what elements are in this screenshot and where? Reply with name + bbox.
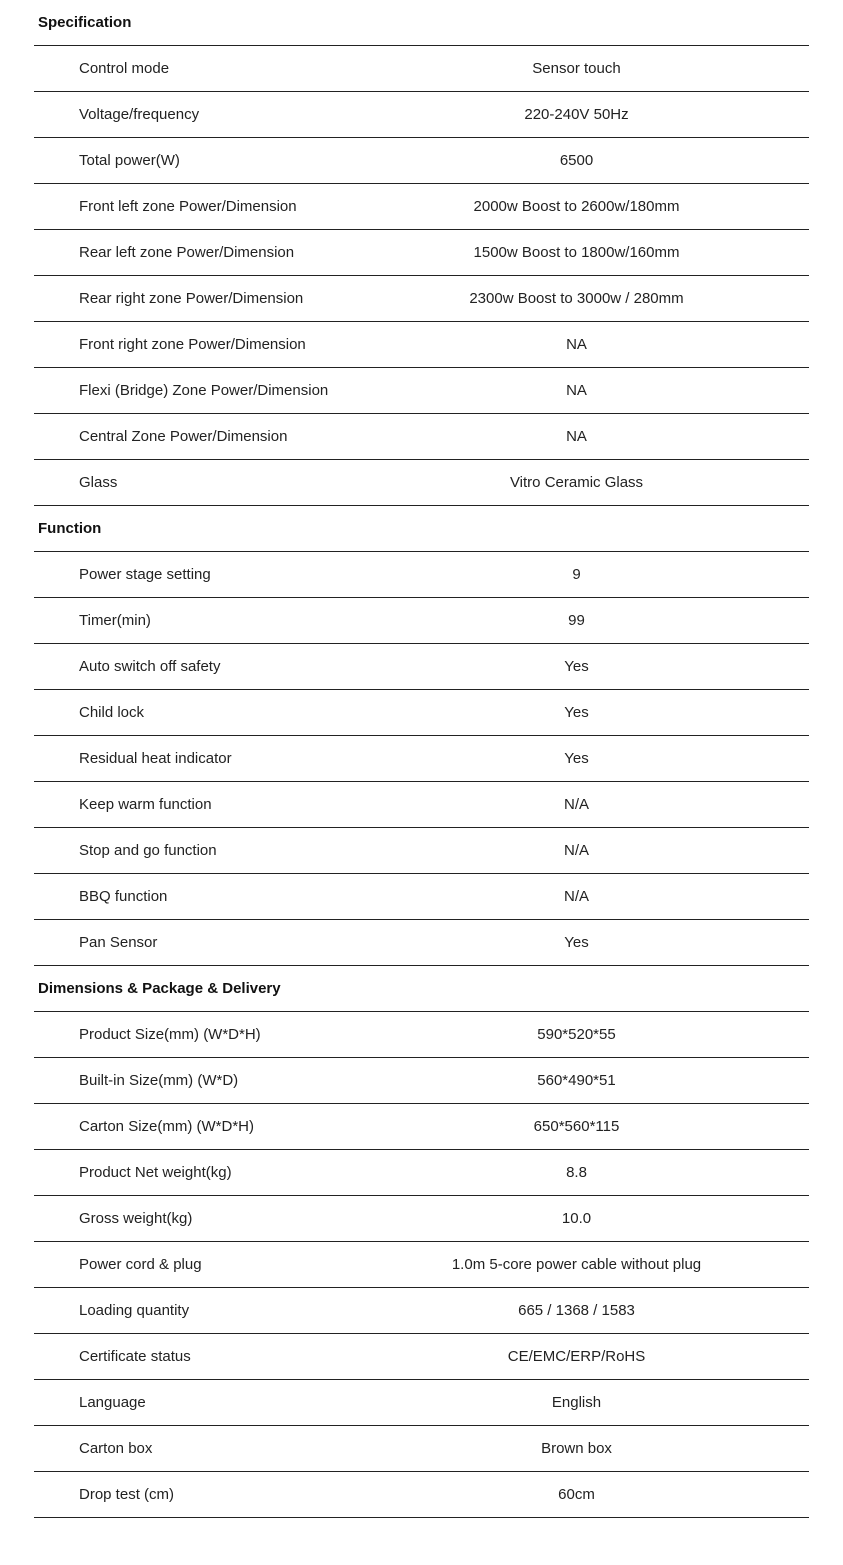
row-value: Yes <box>564 658 589 675</box>
row-value: Sensor touch <box>532 60 621 77</box>
row-label: Power stage setting <box>79 566 211 583</box>
table-row <box>34 736 809 782</box>
row-label: Child lock <box>79 704 145 721</box>
row-label: Residual heat indicator <box>79 750 232 767</box>
table-row <box>34 828 809 874</box>
table-row <box>34 1196 809 1242</box>
row-label: Stop and go function <box>79 842 217 859</box>
row-label: BBQ function <box>79 888 168 905</box>
row-value: 2000w Boost to 2600w/180mm <box>473 198 680 215</box>
row-value: 220-240V 50Hz <box>524 106 629 123</box>
table-row <box>34 414 809 460</box>
table-row <box>34 92 809 138</box>
row-value: 1500w Boost to 1800w/160mm <box>473 244 680 261</box>
table-row <box>34 1242 809 1288</box>
row-value: 6500 <box>559 152 594 169</box>
spec-table <box>34 0 809 1518</box>
row-value: Brown box <box>541 1440 612 1457</box>
row-value: N/A <box>563 888 589 905</box>
table-row <box>34 644 809 690</box>
row-value: 650*560*115 <box>533 1118 620 1135</box>
row-label: Total power(W) <box>79 152 180 169</box>
table-row <box>34 1288 809 1334</box>
table-row <box>34 322 809 368</box>
row-label: Gross weight(kg) <box>79 1210 193 1227</box>
table-row <box>34 1334 809 1380</box>
table-row <box>34 276 809 322</box>
table-row <box>34 230 809 276</box>
section-header: Dimensions & Package & Delivery <box>34 966 809 1012</box>
row-value: 10.0 <box>561 1210 592 1227</box>
row-value: English <box>551 1394 602 1411</box>
row-value: 1.0m 5-core power cable without plug <box>451 1256 702 1273</box>
table-row <box>34 1058 809 1104</box>
table-row <box>34 552 809 598</box>
table-row <box>34 46 809 92</box>
row-value: 2300w Boost to 3000w / 280mm <box>469 290 684 307</box>
row-label: Keep warm function <box>79 796 212 813</box>
row-label: Certificate status <box>79 1348 191 1365</box>
row-value: Vitro Ceramic Glass <box>509 474 644 491</box>
table-row <box>34 920 809 966</box>
table-row <box>34 184 809 230</box>
table-row <box>34 1426 809 1472</box>
table-row <box>34 1104 809 1150</box>
row-label: Power cord & plug <box>79 1256 202 1273</box>
row-label: Built-in Size(mm) (W*D) <box>79 1072 239 1089</box>
row-label: Rear right zone Power/Dimension <box>79 290 304 307</box>
row-label: Rear left zone Power/Dimension <box>79 244 295 261</box>
row-label: Product Size(mm) (W*D*H) <box>79 1026 261 1043</box>
row-value: Yes <box>564 704 589 721</box>
row-label: Front left zone Power/Dimension <box>79 198 297 215</box>
table-row <box>34 598 809 644</box>
row-value: 8.8 <box>566 1164 587 1181</box>
row-value: NA <box>566 428 587 445</box>
section-header: Function <box>34 506 809 552</box>
row-value: 665 / 1368 / 1583 <box>518 1302 635 1319</box>
section-header: Specification <box>34 0 809 46</box>
row-label: Control mode <box>79 60 170 77</box>
row-label: Loading quantity <box>79 1302 190 1319</box>
row-value: 590*520*55 <box>537 1026 616 1043</box>
row-label: Carton box <box>79 1440 153 1457</box>
table-row <box>34 1472 809 1518</box>
row-value: 60cm <box>558 1486 595 1503</box>
row-label: Front right zone Power/Dimension <box>79 336 306 353</box>
table-row <box>34 138 809 184</box>
table-row <box>34 874 809 920</box>
row-label: Timer(min) <box>79 612 151 629</box>
row-value: CE/EMC/ERP/RoHS <box>507 1348 646 1365</box>
row-label: Voltage/frequency <box>79 106 200 123</box>
row-value: 9 <box>572 566 581 583</box>
row-label: Central Zone Power/Dimension <box>79 428 288 445</box>
row-label: Drop test (cm) <box>79 1486 175 1503</box>
table-row <box>34 460 809 506</box>
row-label: Glass <box>79 474 118 491</box>
row-value: NA <box>566 336 587 353</box>
row-label: Product Net weight(kg) <box>79 1164 232 1181</box>
table-row <box>34 368 809 414</box>
table-row <box>34 690 809 736</box>
row-label: Carton Size(mm) (W*D*H) <box>79 1118 255 1135</box>
row-value: 560*490*51 <box>537 1072 616 1089</box>
row-value: N/A <box>563 796 589 813</box>
table-row <box>34 1012 809 1058</box>
row-value: NA <box>566 382 587 399</box>
row-label: Auto switch off safety <box>79 658 221 675</box>
row-value: 99 <box>568 612 585 629</box>
row-value: Yes <box>564 750 589 767</box>
row-label: Pan Sensor <box>79 934 158 951</box>
row-value: N/A <box>563 842 589 859</box>
table-row <box>34 782 809 828</box>
table-row <box>34 1150 809 1196</box>
row-value: Yes <box>564 934 589 951</box>
table-row <box>34 1380 809 1426</box>
row-label: Flexi (Bridge) Zone Power/Dimension <box>79 382 329 399</box>
row-label: Language <box>79 1394 146 1411</box>
